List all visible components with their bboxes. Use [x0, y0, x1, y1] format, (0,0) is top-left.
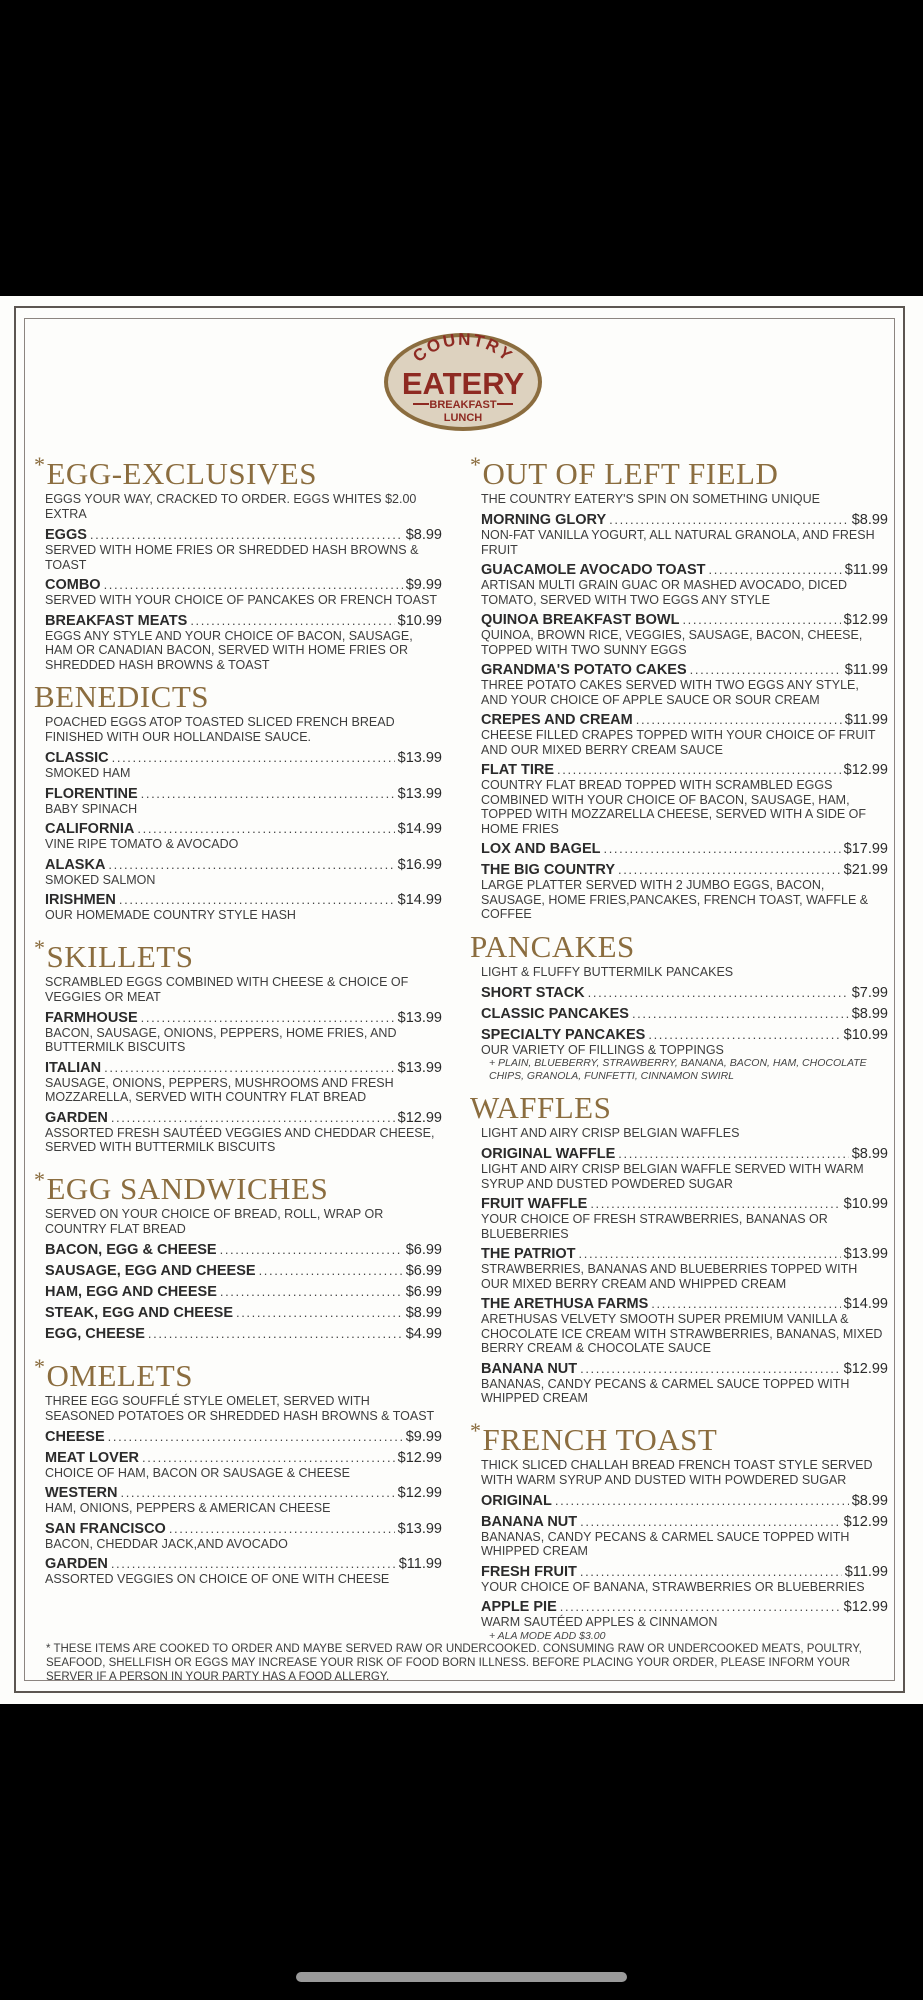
section-title-text: OUT OF LEFT FIELD: [482, 456, 779, 491]
section-pancakes: [472, 930, 888, 1084]
menu-item: [481, 1296, 888, 1356]
item-price: $10.99: [843, 1026, 888, 1043]
item-name: APPLE PIE: [481, 1599, 557, 1615]
item-price: $11.99: [844, 1563, 888, 1580]
dot-leader: [560, 1599, 841, 1614]
menu-item-row: [481, 1361, 888, 1377]
item-name: IRISHMEN: [45, 892, 116, 908]
menu-item: [481, 841, 888, 857]
section-description: SERVED ON YOUR CHOICE OF BREAD, ROLL, WRAP OR COUNTRY FLAT BREAD: [45, 1206, 384, 1236]
menu-item-row: [45, 1110, 442, 1126]
section-title-text: EGG SANDWICHES: [46, 1170, 329, 1206]
asterisk-marker: *: [34, 452, 46, 477]
logo-lunch-text: LUNCH: [443, 412, 483, 424]
item-price: $10.99: [397, 612, 442, 629]
menu-item: [45, 750, 442, 781]
menu-item: [481, 1246, 888, 1291]
dot-leader: [618, 1146, 848, 1161]
item-description: VINE RIPE TOMATO & AVOCADO: [45, 837, 239, 851]
item-name: EGGS: [45, 527, 87, 543]
menu-item-row: [45, 577, 442, 593]
dot-leader: [108, 1429, 403, 1444]
item-name: FLAT TIRE: [481, 762, 555, 778]
dot-leader: [690, 662, 842, 677]
allergy-footnote: * THESE ITEMS ARE COOKED TO ORDER AND MAYBE SERVED RAW OR UNDERCOOKED. CONSUMING RAW OR UNDERCOOKED MEATS, POULTRY, SEAFOOD, SHELLFISH OR EGGS MAY INCREASE YOUR RISK OF FOOD BORN ILLNESS. BEFORE PLACING YOUR ORDER, PLEASE INFORM YOUR SERVER IF A PERSON IN YOUR PARTY HAS A FOOD ALLERGY.: [46, 1643, 862, 1683]
menu-item: [45, 1521, 442, 1552]
item-description: SERVED WITH YOUR CHOICE OF PANCAKES OR FRENCH TOAST: [45, 593, 437, 607]
item-name: BANANA NUT: [481, 1513, 578, 1530]
item-description: THREE POTATO CAKES SERVED WITH TWO EGGS ANY STYLE, AND YOUR CHOICE OF APPLE SAUCE OR SOUR CREAM: [481, 678, 859, 707]
menu-item-row: [45, 527, 442, 543]
country-eatery-logo: [383, 332, 543, 432]
menu-item-row: [481, 1196, 888, 1212]
home-indicator[interactable]: [296, 1972, 627, 1982]
dot-leader: [557, 762, 841, 777]
menu-item: [45, 1060, 442, 1105]
dot-leader: [104, 577, 403, 592]
dot-leader: [651, 1296, 840, 1311]
section-benedicts: [36, 680, 442, 923]
asterisk-marker: *: [34, 934, 46, 960]
dot-leader: [604, 841, 841, 856]
menu-item: [45, 857, 442, 888]
menu-item: [45, 1485, 442, 1516]
menu-item-row: [481, 762, 888, 778]
item-description: BANANAS, CANDY PECANS & CARMEL SAUCE TOPPED WITH WHIPPED CREAM: [481, 1376, 850, 1405]
dot-leader: [259, 1263, 403, 1278]
menu-item-row: [45, 1556, 442, 1572]
item-description: SMOKED HAM: [45, 766, 131, 780]
menu-item: [481, 1599, 888, 1643]
menu-item-row: [45, 1521, 442, 1537]
item-price: $9.99: [405, 577, 442, 593]
menu-page: [0, 296, 923, 1704]
menu-item-row: [481, 841, 888, 857]
menu-item-row: [481, 662, 888, 678]
item-description: YOUR CHOICE OF FRESH STRAWBERRIES, BANANAS OR BLUEBERRIES: [481, 1212, 828, 1241]
section-title: [470, 1414, 888, 1457]
item-name: FRESH FRUIT: [481, 1563, 577, 1580]
menu-item: [481, 985, 888, 1001]
item-price: $6.99: [405, 1283, 442, 1300]
item-name: GARDEN: [45, 1109, 108, 1126]
dot-leader: [141, 1010, 395, 1025]
section-title-text: SKILLETS: [46, 938, 194, 974]
menu-item: [45, 1556, 442, 1587]
section-skillets: [36, 931, 442, 1155]
menu-item: [481, 612, 888, 657]
menu-item: [45, 613, 442, 673]
dot-leader: [142, 1450, 395, 1465]
menu-item: [481, 762, 888, 836]
item-price: $7.99: [851, 984, 888, 1001]
item-description: NON-FAT VANILLA YOGURT, ALL NATURAL GRANOLA, AND FRESH FRUIT: [481, 528, 875, 557]
item-price: $12.99: [397, 1109, 442, 1126]
menu-item-row: [481, 512, 888, 528]
item-name: MEAT LOVER: [45, 1449, 139, 1466]
dot-leader: [111, 1556, 396, 1571]
item-note: + ALA MODE ADD $3.00: [489, 1629, 606, 1642]
item-description: SAUSAGE, ONIONS, PEPPERS, MUSHROOMS AND FRESH MOZZARELLA, SERVED WITH COUNTRY FLAT BREAD: [45, 1075, 394, 1104]
item-name: BANANA NUT: [481, 1360, 578, 1377]
dot-leader: [580, 1564, 842, 1579]
item-description: BACON, SAUSAGE, ONIONS, PEPPERS, HOME FRIES, AND BUTTERMILK BISCUITS: [45, 1025, 397, 1054]
menu-item-row: [45, 1450, 442, 1466]
menu-item-row: [45, 1429, 442, 1445]
item-name: COMBO: [45, 577, 101, 593]
dot-leader: [708, 562, 841, 577]
menu-item: [45, 1429, 442, 1445]
logo-breakfast-text: BREAKFAST: [429, 399, 497, 411]
item-price: $14.99: [843, 1296, 888, 1312]
item-price: $13.99: [843, 1246, 888, 1262]
menu-item-row: [45, 750, 442, 766]
section-description: LIGHT AND AIRY CRISP BELGIAN WAFFLES: [481, 1126, 740, 1140]
item-description: STRAWBERRIES, BANANAS AND BLUEBERRIES TOPPED WITH OUR MIXED BERRY CREAM AND WHIPPED CREAM: [481, 1262, 858, 1291]
menu-item: [481, 1027, 888, 1084]
item-name: QUINOA BREAKFAST BOWL: [481, 612, 680, 628]
item-description: OUR VARIETY OF FILLINGS & TOPPINGS: [481, 1042, 724, 1057]
menu-item-row: [481, 712, 888, 728]
item-description: ARETHUSAS VELVETY SMOOTH SUPER PREMIUM VANILLA & CHOCOLATE ICE CREAM WITH STRAWBERRIES, BANANAS, MIXED BERRY CREAM & CHOCOLATE SAUCE: [481, 1312, 883, 1355]
menu-item-row: [481, 1296, 888, 1312]
item-description: BABY SPINACH: [45, 801, 138, 816]
menu-item: [45, 1450, 442, 1481]
item-description: OUR HOMEMADE COUNTRY STYLE HASH: [45, 908, 296, 922]
menu-item-row: [45, 1242, 442, 1258]
item-description: CHOICE OF HAM, BACON OR SAUSAGE & CHEESE: [45, 1465, 350, 1480]
logo-country-text: COUNTRY: [409, 332, 517, 366]
item-name: CHEESE: [45, 1428, 105, 1445]
item-price: $8.99: [405, 527, 442, 543]
item-price: $11.99: [844, 562, 888, 578]
item-price: $11.99: [844, 662, 888, 678]
dot-leader: [648, 1027, 840, 1042]
menu-item: [45, 577, 442, 608]
section-title: [470, 1091, 888, 1125]
item-name: STEAK, EGG AND CHEESE: [45, 1304, 233, 1321]
menu-column-left: [36, 448, 442, 1595]
item-description: HAM, ONIONS, PEPPERS & AMERICAN CHEESE: [45, 1501, 331, 1515]
section-title-text: FRENCH TOAST: [482, 1421, 718, 1457]
menu-item-row: [481, 1146, 888, 1162]
menu-item: [481, 1146, 888, 1191]
menu-item: [481, 712, 888, 757]
menu-item: [45, 1263, 442, 1279]
item-price: $12.99: [843, 1599, 888, 1615]
dot-leader: [169, 1521, 395, 1536]
section-french-toast: [472, 1414, 888, 1643]
menu-column-right: [472, 448, 888, 1651]
section-description: LIGHT & FLUFFY BUTTERMILK PANCAKES: [481, 964, 734, 979]
section-title: [34, 1163, 442, 1206]
item-price: $6.99: [405, 1262, 442, 1279]
item-description: EGGS ANY STYLE AND YOUR CHOICE OF BACON, SAUSAGE, HAM OR CANADIAN BACON, SERVED WITH HOME FRIES OR SHREDDED HASH BROWNS & TOAST: [45, 628, 413, 672]
menu-item-row: [481, 612, 888, 628]
menu-item: [481, 662, 888, 707]
menu-item-row: [45, 1485, 442, 1501]
item-price: $17.99: [843, 841, 888, 857]
menu-item: [481, 1493, 888, 1509]
item-price: $16.99: [397, 856, 442, 873]
item-name: ORIGINAL: [481, 1492, 552, 1509]
menu-item-row: [481, 1514, 888, 1530]
dot-leader: [609, 512, 849, 527]
dot-leader: [579, 1246, 841, 1261]
menu-item: [481, 1564, 888, 1595]
section-egg-sandwiches: [36, 1163, 442, 1342]
item-name: BREAKFAST MEATS: [45, 612, 188, 629]
menu-item-row: [45, 1010, 442, 1026]
item-price: $9.99: [405, 1428, 442, 1445]
dot-leader: [236, 1305, 403, 1320]
menu-item-row: [45, 1284, 442, 1300]
dot-leader: [104, 1060, 395, 1075]
item-price: $11.99: [398, 1556, 442, 1572]
item-name: WESTERN: [45, 1485, 118, 1501]
menu-item-row: [45, 613, 442, 629]
item-price: $6.99: [405, 1241, 442, 1258]
item-price: $21.99: [843, 862, 888, 878]
section-title: [470, 448, 888, 491]
item-price: $13.99: [397, 785, 442, 802]
dot-leader: [580, 1361, 841, 1376]
section-title-text: BENEDICTS: [34, 679, 209, 714]
menu-item: [45, 1110, 442, 1155]
item-name: CLASSIC: [45, 750, 109, 766]
item-name: SHORT STACK: [481, 984, 585, 1001]
item-name: ALASKA: [45, 856, 106, 873]
menu-item-row: [481, 862, 888, 878]
asterisk-marker: *: [470, 452, 482, 477]
item-name: SPECIALTY PANCAKES: [481, 1026, 646, 1043]
menu-item-row: [45, 1326, 442, 1342]
section-title: [470, 930, 888, 964]
item-note: + PLAIN, BLUEBERRY, STRAWBERRY, BANANA, BACON, HAM, CHOCOLATE CHIPS, GRANOLA, FUNFETTI, CINNAMON SWIRL: [489, 1057, 867, 1082]
menu-item: [481, 512, 888, 557]
dot-leader: [555, 1493, 849, 1508]
menu-item-row: [45, 1263, 442, 1279]
section-title: [34, 931, 442, 974]
item-name: MORNING GLORY: [481, 512, 607, 528]
item-price: $13.99: [397, 1059, 442, 1076]
menu-item: [481, 562, 888, 607]
menu-item-row: [481, 1493, 888, 1509]
item-name: BACON, EGG & CHEESE: [45, 1241, 217, 1258]
item-name: LOX AND BAGEL: [481, 841, 601, 857]
item-price: $8.99: [851, 1005, 888, 1022]
menu-item: [45, 786, 442, 817]
item-price: $12.99: [843, 612, 888, 628]
dot-leader: [119, 892, 395, 907]
item-description: SERVED WITH HOME FRIES OR SHREDDED HASH BROWNS & TOAST: [45, 543, 419, 572]
item-name: ORIGINAL WAFFLE: [481, 1146, 616, 1162]
item-name: FARMHOUSE: [45, 1009, 138, 1026]
menu-item: [45, 821, 442, 852]
dot-leader: [590, 1196, 840, 1211]
dot-leader: [121, 1485, 395, 1500]
menu-item-row: [481, 1027, 888, 1043]
menu-item: [45, 527, 442, 572]
menu-item: [45, 892, 442, 923]
item-description: WARM SAUTÉED APPLES & CINNAMON: [481, 1615, 718, 1629]
section-title-text: PANCAKES: [470, 928, 635, 964]
menu-item-row: [45, 786, 442, 802]
menu-item-row: [45, 857, 442, 873]
menu-item-row: [45, 1060, 442, 1076]
menu-item: [45, 1305, 442, 1321]
item-description: ARTISAN MULTI GRAIN GUAC OR MASHED AVOCADO, DICED TOMATO, SERVED WITH TWO EGGS ANY STYLE: [481, 578, 848, 607]
section-description: SCRAMBLED EGGS COMBINED WITH CHEESE & CHOICE OF VEGGIES OR MEAT: [45, 974, 409, 1004]
item-description: CHEESE FILLED CRAPES TOPPED WITH YOUR CHOICE OF FRUIT AND OUR MIXED BERRY CREAM SAUCE: [481, 728, 876, 757]
item-name: SAUSAGE, EGG AND CHEESE: [45, 1262, 256, 1279]
item-name: FRUIT WAFFLE: [481, 1196, 588, 1212]
item-price: $8.99: [405, 1304, 442, 1321]
dot-leader: [111, 1110, 395, 1125]
item-price: $11.99: [844, 712, 888, 728]
item-name: GUACAMOLE AVOCADO TOAST: [481, 562, 706, 578]
item-price: $13.99: [397, 1009, 442, 1026]
item-description: ASSORTED FRESH SAUTÉED VEGGIES AND CHEDDAR CHEESE, SERVED WITH BUTTERMILK BISCUITS: [45, 1125, 435, 1154]
item-description: BACON, CHEDDAR JACK,AND AVOCADO: [45, 1536, 288, 1551]
dot-leader: [580, 1514, 841, 1529]
item-description: YOUR CHOICE OF BANANA, STRAWBERRIES OR BLUEBERRIES: [481, 1579, 865, 1594]
section-title-text: EGG-EXCLUSIVES: [46, 456, 317, 491]
item-price: $12.99: [397, 1449, 442, 1466]
item-price: $12.99: [397, 1485, 442, 1501]
menu-item: [481, 1514, 888, 1559]
menu-item-row: [481, 985, 888, 1001]
item-description: QUINOA, BROWN RICE, VEGGIES, SAUSAGE, BACON, CHEESE, TOPPED WITH TWO SUNNY EGGS: [481, 628, 863, 657]
dot-leader: [90, 527, 403, 542]
menu-item: [45, 1010, 442, 1055]
asterisk-marker: *: [34, 1353, 46, 1379]
menu-item-row: [481, 1006, 888, 1022]
section-description: POACHED EGGS ATOP TOASTED SLICED FRENCH BREAD FINISHED WITH OUR HOLLANDAISE SAUCE.: [45, 715, 395, 744]
section-title: [34, 1350, 442, 1393]
menu-item-row: [45, 821, 442, 837]
item-price: $10.99: [843, 1196, 888, 1212]
section-egg-exclusives: [36, 448, 442, 672]
dot-leader: [220, 1284, 403, 1299]
menu-item: [481, 1196, 888, 1241]
item-name: EGG, CHEESE: [45, 1325, 145, 1342]
item-price: $8.99: [851, 1492, 888, 1509]
dot-leader: [141, 786, 395, 801]
section-description: EGGS YOUR WAY, CRACKED TO ORDER. EGGS WHITES $2.00 EXTRA: [45, 492, 417, 521]
section-title: [34, 448, 442, 491]
menu-item-row: [45, 1305, 442, 1321]
section-description: THREE EGG SOUFFLÉ STYLE OMELET, SERVED WITH SEASONED POTATOES OR SHREDDED HASH BROWNS & TOAST: [45, 1393, 435, 1423]
item-name: THE PATRIOT: [481, 1246, 576, 1262]
dot-leader: [108, 857, 394, 872]
item-name: FLORENTINE: [45, 785, 138, 802]
menu-item: [481, 1361, 888, 1406]
menu-item-row: [481, 562, 888, 578]
item-name: SAN FRANCISCO: [45, 1520, 166, 1537]
item-price: $4.99: [405, 1325, 442, 1342]
item-price: $12.99: [843, 1513, 888, 1530]
item-name: GARDEN: [45, 1556, 108, 1572]
item-description: SMOKED SALMON: [45, 872, 156, 887]
item-name: ITALIAN: [45, 1059, 102, 1076]
menu-item-row: [481, 1599, 888, 1615]
menu-item: [45, 1242, 442, 1258]
dot-leader: [220, 1242, 403, 1257]
section-waffles: [472, 1091, 888, 1406]
menu-item-row: [481, 1246, 888, 1262]
item-description: LARGE PLATTER SERVED WITH 2 JUMBO EGGS, BACON, SAUSAGE, HOME FRIES,PANCAKES, FRENCH TOAST, WAFFLE & COFFEE: [481, 878, 869, 921]
dot-leader: [632, 1006, 849, 1021]
dot-leader: [636, 712, 842, 727]
dot-leader: [682, 612, 840, 627]
item-description: COUNTRY FLAT BREAD TOPPED WITH SCRAMBLED EGGS COMBINED WITH YOUR CHOICE OF BACON, SAUSAGE, HAM, TOPPED WITH MOZZARELLA CHEESE, SERVED WITH A SIDE OF HOME FRIES: [481, 778, 867, 836]
item-description: LIGHT AND AIRY CRISP BELGIAN WAFFLE SERVED WITH WARM SYRUP AND DUSTED POWDERED SUGAR: [481, 1162, 864, 1191]
asterisk-marker: *: [34, 1166, 46, 1192]
item-price: $14.99: [397, 892, 442, 908]
asterisk-marker: *: [470, 1417, 482, 1443]
item-name: CALIFORNIA: [45, 821, 135, 837]
section-description: THE COUNTRY EATERY'S SPIN ON SOMETHING UNIQUE: [481, 492, 821, 506]
item-name: HAM, EGG AND CHEESE: [45, 1283, 217, 1300]
item-price: $13.99: [397, 750, 442, 766]
item-price: $14.99: [397, 821, 442, 837]
menu-item: [481, 862, 888, 922]
section-out-of-left-field: [472, 448, 888, 922]
menu-item-row: [45, 892, 442, 908]
menu-item-row: [481, 1564, 888, 1580]
item-name: GRANDMA'S POTATO CAKES: [481, 662, 687, 678]
dot-leader: [190, 613, 394, 628]
dot-leader: [112, 750, 395, 765]
item-price: $8.99: [851, 1146, 888, 1162]
item-price: $8.99: [851, 512, 888, 528]
section-description: THICK SLICED CHALLAH BREAD FRENCH TOAST STYLE SERVED WITH WARM SYRUP AND DUSTED WITH POWDERED SUGAR: [481, 1457, 873, 1487]
item-name: THE BIG COUNTRY: [481, 862, 615, 878]
item-name: CLASSIC PANCAKES: [481, 1005, 629, 1022]
section-omelets: [36, 1350, 442, 1587]
item-name: CREPES AND CREAM: [481, 712, 633, 728]
section-title-text: WAFFLES: [470, 1090, 612, 1125]
menu-item: [45, 1326, 442, 1342]
logo-eatery-text: EATERY: [401, 366, 525, 401]
menu-item: [481, 1006, 888, 1022]
menu-item: [45, 1284, 442, 1300]
item-description: BANANAS, CANDY PECANS & CARMEL SAUCE TOPPED WITH WHIPPED CREAM: [481, 1529, 850, 1558]
dot-leader: [618, 862, 841, 877]
section-title-text: OMELETS: [46, 1357, 193, 1393]
dot-leader: [148, 1326, 403, 1341]
dot-leader: [588, 985, 849, 1000]
item-price: $12.99: [843, 1360, 888, 1377]
item-name: THE ARETHUSA FARMS: [481, 1296, 649, 1312]
dot-leader: [137, 821, 394, 836]
section-title: [34, 680, 442, 714]
item-price: $12.99: [843, 762, 888, 778]
item-description: ASSORTED VEGGIES ON CHOICE OF ONE WITH CHEESE: [45, 1572, 390, 1586]
item-price: $13.99: [397, 1520, 442, 1537]
